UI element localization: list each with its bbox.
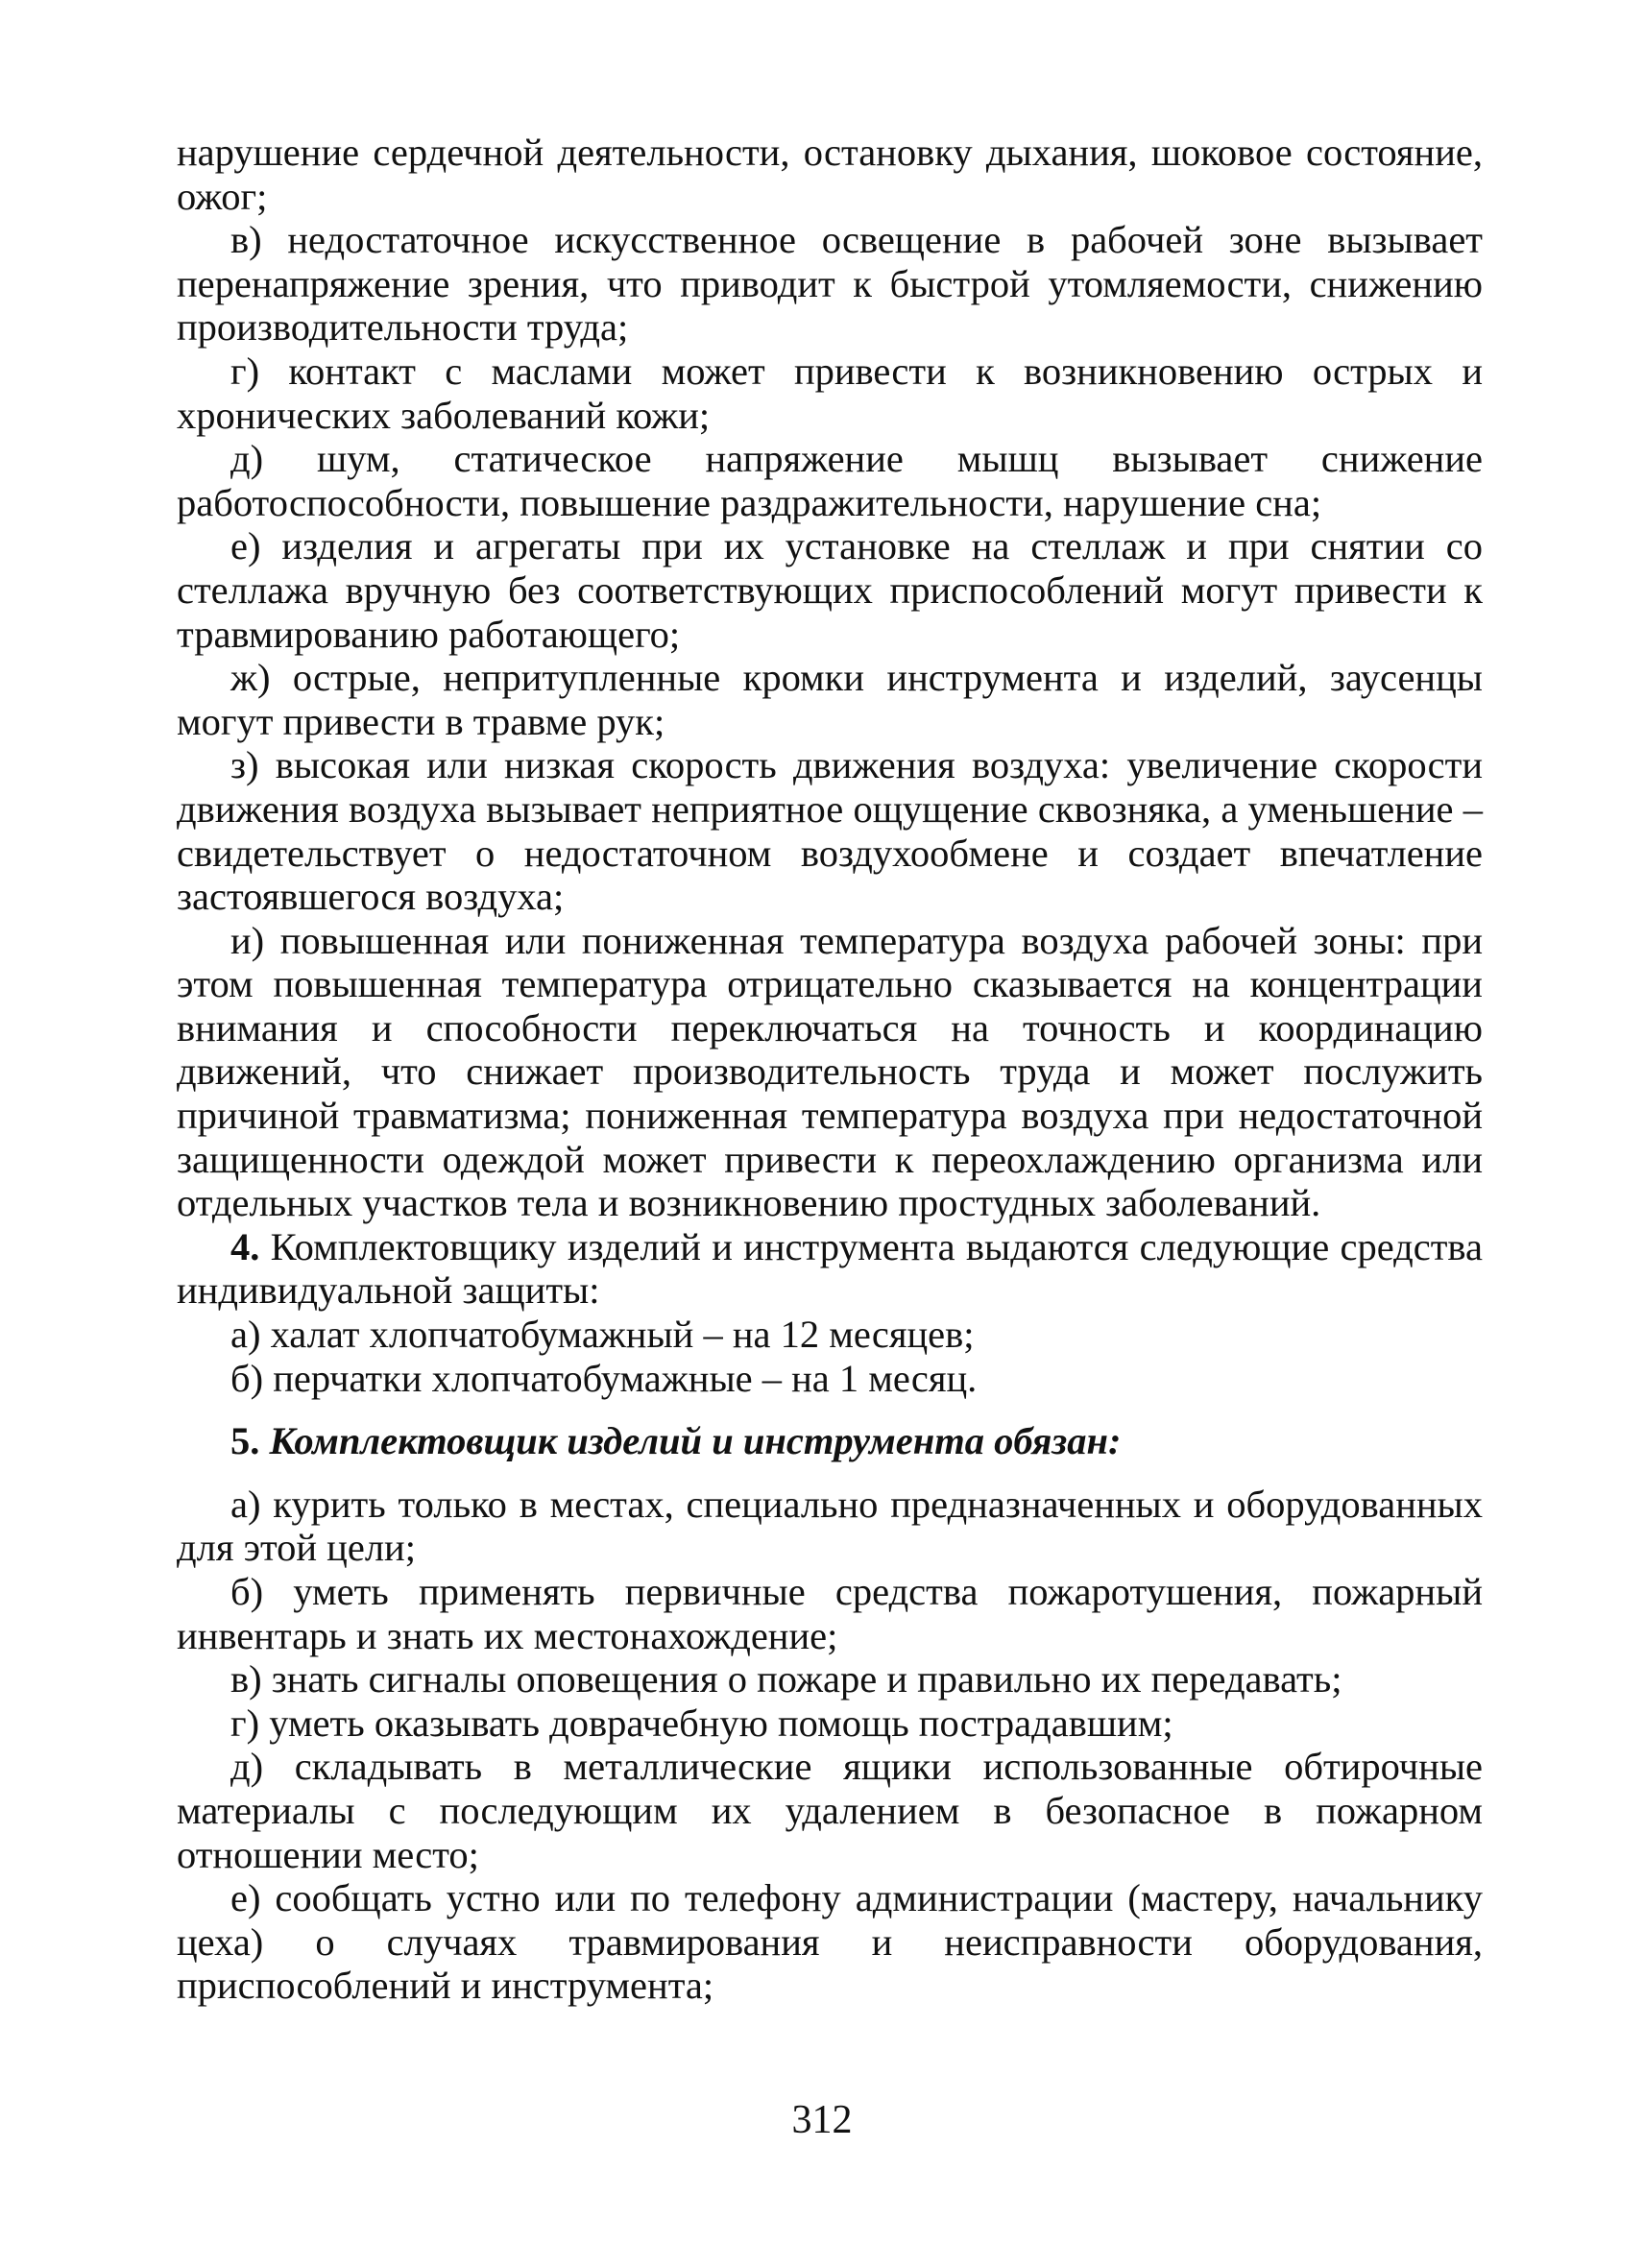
section-5-heading [177, 1419, 1483, 1463]
duty-item-g: г) уметь оказывать доврачебную помощь пострадавшим; [230, 1701, 1173, 1745]
ppe-item-b: б) перчатки хлопчатобумажные – на 1 месяц. [230, 1356, 978, 1400]
duty-item-b: б) уметь применять первичные средства пожаротушения, пожарный инвентарь и знать их местонахождение; [177, 1570, 1483, 1657]
page-number: 312 [791, 2098, 853, 2142]
list-item-i: и) повышенная или пониженная температура воздуха рабочей зоны: при этом повышенная температура отрицательно сказывается на концентрации внимания и способности переключаться на точность и координацию движений, что снижает производительность труда и может послужить причиной травматизма; пониженная температура воздуха при недостаточной защищенности одеждой может привести к переохлаждению организма или отдельных участков тела и возникновению простудных заболеваний. [177, 918, 1483, 1225]
ppe-item-a: а) халат хлопчатобумажный – на 12 месяцев; [230, 1313, 975, 1357]
duty-item-e: е) сообщать устно или по телефону администрации (мастеру, начальнику цеха) о случаях травмирования и неисправности оборудования, приспособлений и инструмента; [177, 1876, 1483, 2008]
duty-item-d: д) складывать в металлические ящики использованные обтирочные материалы с последующим их удалением в безопасное в пожарном отношении место; [177, 1745, 1483, 1876]
section-5-number: 5. [230, 1419, 260, 1463]
document-page [177, 131, 1483, 2008]
paragraph-continuation: нарушение сердечной деятельности, остановку дыхания, шоковое состояние, ожог; [177, 131, 1483, 218]
list-item-e: е) изделия и агрегаты при их установке на стеллаж и при снятии со стеллажа вручную без соответствующих приспособлений могут привести к травмированию работающего; [177, 524, 1483, 656]
duty-item-v: в) знать сигналы оповещения о пожаре и правильно их передавать; [230, 1657, 1342, 1701]
list-item-v: в) недостаточное искусственное освещение в рабочей зоне вызывает перенапряжение зрения, что приводит к быстрой утомляемости, снижению производительности труда; [177, 218, 1483, 350]
section-4-number: 4. [230, 1224, 260, 1268]
list-item-z: з) высокая или низкая скорость движения воздуха: увеличение скорости движения воздуха вызывает неприятное ощущение сквозняка, а уменьшение – свидетельствует о недостаточном воздухообмене и создает впечатление застоявшегося воздуха; [177, 743, 1483, 919]
duty-item-a: а) курить только в местах, специально предназначенных и оборудованных для этой цели; [177, 1482, 1483, 1570]
section-4-paragraph [177, 1225, 1483, 1313]
list-item-d: д) шум, статическое напряжение мышц вызывает снижение работоспособности, повышение раздражительности, нарушение сна; [177, 437, 1483, 524]
section-4-text: Комплектовщику изделий и инструмента выдаются следующие средства индивидуальной защиты: [177, 1224, 1483, 1313]
section-5-title: Комплектовщик изделий и инструмента обязан: [269, 1419, 1122, 1463]
list-item-g: г) контакт с маслами может привести к возникновению острых и хронических заболеваний кожи; [177, 349, 1483, 437]
list-item-zh: ж) острые, непритупленные кромки инструмента и изделий, заусенцы могут привести в травме рук; [177, 656, 1483, 743]
